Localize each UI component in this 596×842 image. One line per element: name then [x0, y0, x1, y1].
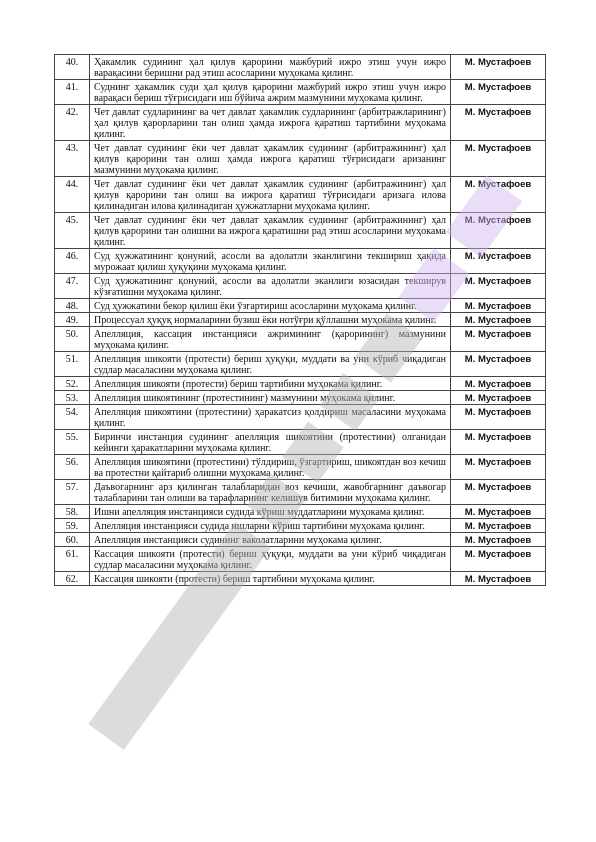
row-number: 61. — [55, 547, 90, 572]
row-topic: Апелляция инстанцияси судида ишларни кўриш тартибини муҳокама қилинг. — [90, 519, 451, 533]
row-author: М. Мустафоев — [451, 249, 546, 274]
row-number: 53. — [55, 391, 90, 405]
table-row — [55, 519, 546, 533]
row-topic: Суд ҳужжатининг қонуний, асосли ва адолатли эканлигини текшириш ҳақида мурожаат қилиш ҳуқуқини муҳокама қилинг. — [90, 249, 451, 274]
table-row — [55, 352, 546, 377]
row-number: 56. — [55, 455, 90, 480]
row-topic: Апелляция, кассация инстанцияси ажримининг (қарорининг) мазмунини муҳокама қилинг. — [90, 327, 451, 352]
table-row — [55, 105, 546, 141]
row-topic: Апелляция шикоятини (протестини) ҳаракатсиз қолдириш масаласини муҳокама қилинг. — [90, 405, 451, 430]
row-topic: Процессуал ҳуқуқ нормаларини бузиш ёки нотўғри қўллашни муҳокама қилинг. — [90, 313, 451, 327]
table-row — [55, 377, 546, 391]
row-author: М. Мустафоев — [451, 55, 546, 80]
table-row — [55, 327, 546, 352]
row-author: М. Мустафоев — [451, 141, 546, 177]
row-number: 58. — [55, 505, 90, 519]
row-number: 44. — [55, 177, 90, 213]
row-topic: Чет давлат судининг ёки чет давлат ҳакамлик судининг (арбитражининг) ҳал қилув қарорини тан олиш ва ижрога қаратиш тўғрисидаги аризага илова қилинадиган илова қилинадиган ҳужжатларни муҳокама қилинг. — [90, 177, 451, 213]
row-topic: Кассация шикояти (протести) бериш тартибини муҳокама қилинг. — [90, 572, 451, 586]
row-number: 57. — [55, 480, 90, 505]
row-number: 60. — [55, 533, 90, 547]
table-row — [55, 505, 546, 519]
row-author: М. Мустафоев — [451, 327, 546, 352]
row-author: М. Мустафоев — [451, 572, 546, 586]
row-author: М. Мустафоев — [451, 547, 546, 572]
table-row — [55, 55, 546, 80]
table-row — [55, 274, 546, 299]
topics-table-body — [55, 55, 546, 586]
row-number: 45. — [55, 213, 90, 249]
topics-table — [54, 54, 546, 586]
row-author: М. Мустафоев — [451, 313, 546, 327]
row-topic: Апелляция инстанцияси судининг ваколатларини муҳокама қилинг. — [90, 533, 451, 547]
table-row — [55, 141, 546, 177]
row-number: 55. — [55, 430, 90, 455]
row-number: 48. — [55, 299, 90, 313]
table-row — [55, 480, 546, 505]
row-number: 51. — [55, 352, 90, 377]
row-author: М. Мустафоев — [451, 455, 546, 480]
row-number: 50. — [55, 327, 90, 352]
row-author: М. Мустафоев — [451, 352, 546, 377]
table-row — [55, 299, 546, 313]
row-number: 49. — [55, 313, 90, 327]
row-number: 62. — [55, 572, 90, 586]
table-row — [55, 572, 546, 586]
row-author: М. Мустафоев — [451, 105, 546, 141]
row-topic: Биринчи инстанция судининг апелляция шикоятини (протестини) олганидан кейинги ҳаракатларини муҳокама қилинг. — [90, 430, 451, 455]
row-author: М. Мустафоев — [451, 505, 546, 519]
row-topic: Апелляция шикоятининг (протестининг) мазмунини муҳокама қилинг. — [90, 391, 451, 405]
table-row — [55, 455, 546, 480]
table-row — [55, 213, 546, 249]
row-topic: Апелляция шикоятини (протестини) тўлдириш, ўзгартириш, шикоятдан воз кечиш ва протестни қайтариб олишни муҳокама қилинг. — [90, 455, 451, 480]
row-topic: Суд ҳужжатини бекор қилиш ёки ўзгартириш асосларини муҳокама қилинг. — [90, 299, 451, 313]
row-topic: Апелляция шикояти (протести) бериш ҳуқуқи, муддати ва уни кўриб чиқадиган судлар масаласини муҳокама қилинг. — [90, 352, 451, 377]
row-topic: Чет давлат судларининг ва чет давлат ҳакамлик судларининг (арбитражларининг) ҳал қилув қарорларини тан олиш ҳамда ижрога қаратиш тартибини муҳокама қилинг. — [90, 105, 451, 141]
row-topic: Даъвогарнинг арз қилинган талабларидан воз кечиши, жавобгарнинг даъвогар талабларини тан олиши ва тарафларнинг келишув битимини муҳокама қилинг. — [90, 480, 451, 505]
table-row — [55, 313, 546, 327]
table-row — [55, 249, 546, 274]
table-row — [55, 405, 546, 430]
row-topic: Ишни апелляция инстанцияси судида кўриш муддатларини муҳокама қилинг. — [90, 505, 451, 519]
table-row — [55, 430, 546, 455]
table-row — [55, 547, 546, 572]
row-number: 52. — [55, 377, 90, 391]
row-author: М. Мустафоев — [451, 430, 546, 455]
row-author: М. Мустафоев — [451, 377, 546, 391]
row-author: М. Мустафоев — [451, 480, 546, 505]
table-row — [55, 177, 546, 213]
table-row — [55, 80, 546, 105]
row-number: 47. — [55, 274, 90, 299]
row-author: М. Мустафоев — [451, 213, 546, 249]
row-number: 59. — [55, 519, 90, 533]
row-author: М. Мустафоев — [451, 405, 546, 430]
row-topic: Апелляция шикояти (протести) бериш тартибини муҳокама қилинг. — [90, 377, 451, 391]
row-author: М. Мустафоев — [451, 274, 546, 299]
row-topic: Суд ҳужжатининг қонуний, асосли ва адолатли эканлиги юзасидан текширув кўзғатишни муҳокама қилинг. — [90, 274, 451, 299]
row-number: 42. — [55, 105, 90, 141]
row-topic: Суднинг ҳакамлик суди ҳал қилув қарорини мажбурий ижро этиш учун ижро варақаси бериш тўғрисидаги иш бўйича ажрим мазмунини муҳокама қилинг. — [90, 80, 451, 105]
row-author: М. Мустафоев — [451, 80, 546, 105]
row-number: 54. — [55, 405, 90, 430]
row-topic: Чет давлат судининг ёки чет давлат ҳакамлик судининг (арбитражининг) ҳал қилув қарорини тан олишни ва ижрога қаратишни рад этиш асосларини муҳокама қилинг. — [90, 213, 451, 249]
row-number: 40. — [55, 55, 90, 80]
table-row — [55, 391, 546, 405]
row-topic: Ҳакамлик судининг ҳал қилув қарорини мажбурий ижро этиш учун ижро варақасини беришни рад этиш асосларини муҳокама қилинг. — [90, 55, 451, 80]
row-author: М. Мустафоев — [451, 177, 546, 213]
row-number: 41. — [55, 80, 90, 105]
row-author: М. Мустафоев — [451, 533, 546, 547]
table-row — [55, 533, 546, 547]
row-author: М. Мустафоев — [451, 299, 546, 313]
row-number: 43. — [55, 141, 90, 177]
row-author: М. Мустафоев — [451, 391, 546, 405]
row-topic: Чет давлат судининг ёки чет давлат ҳакамлик судининг (арбитражининг) ҳал қилув қарорини тан олиш ҳамда ижрога қаратиш тўғрисидаги аризанинг мазмунини муҳокама қилинг. — [90, 141, 451, 177]
row-author: М. Мустафоев — [451, 519, 546, 533]
row-number: 46. — [55, 249, 90, 274]
row-topic: Кассация шикояти (протести) бериш ҳуқуқи, муддати ва уни кўриб чиқадиган судлар масаласини муҳокама қилинг. — [90, 547, 451, 572]
